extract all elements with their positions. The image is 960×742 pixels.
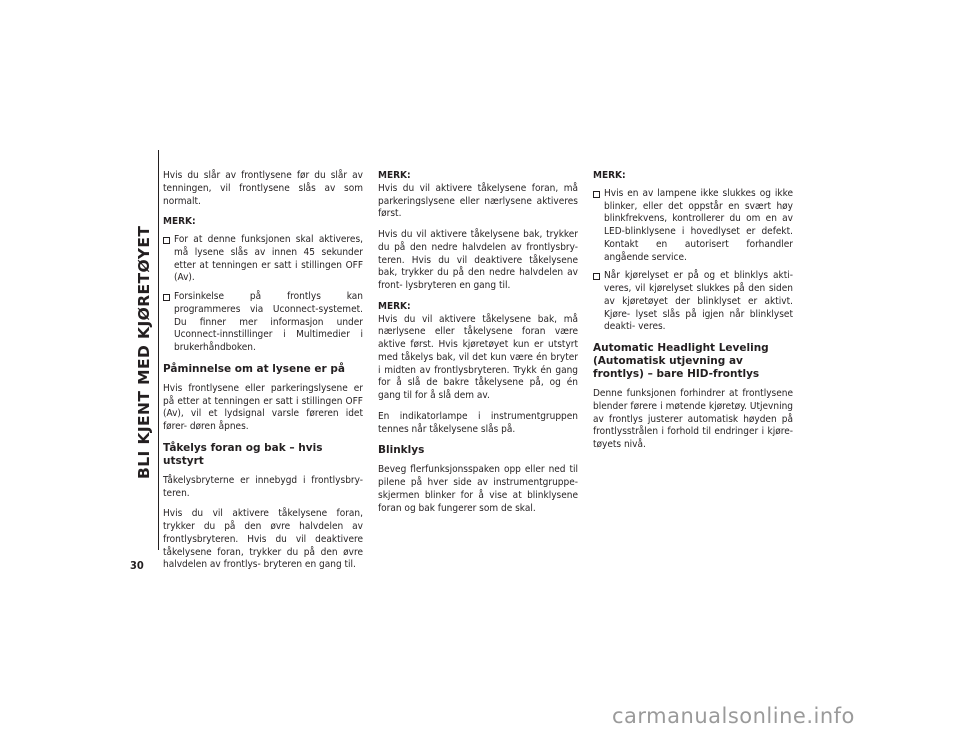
- section-heading: Blinklys: [378, 444, 425, 457]
- paragraph: Hvis du vil aktivere tåkelysene bak, trykker du på den nedre halvdelen av frontlysbry- teren. Hvis du vil deaktivere tåkelysene bak, trykker du på den nedre halvdelen av front- lysbryteren en gang til.: [378, 229, 578, 291]
- note-paragraph: MERK: Hvis du vil aktivere tåkelysene bak, må nærlysene eller tåkelysene foran være aktive først. Hvis kjøretøyet kun er utstyrt med tåkelys bak, vil det kun være én bryter i midten av frontlysbryteren. Trykk én gang for å slå de bakre tåkelysene på, og én gang til for å slå dem av.: [378, 300, 578, 401]
- list-item: For at denne funksjonen skal aktiveres, må lysene slås av innen 45 sekunder etter at tenningen er satt i stillingen OFF (Av).: [163, 234, 363, 285]
- paragraph: Denne funksjonen forhindrer at frontlysene blender førere i møtende kjøretøy. Utjevning av frontlys justerer automatisk høyden på frontlysstrålen i forhold til endringer i kjøre- tøyets nivå.: [593, 388, 793, 450]
- checkbox-bullet-icon: [593, 273, 600, 280]
- paragraph: Beveg flerfunksjonsspaken opp eller ned til pilene på hver side av instrumentgruppe- skjermen blinker for å vise at blinklysene foran og bak fungerer som de skal.: [378, 464, 578, 514]
- checkbox-bullet-icon: [163, 237, 170, 244]
- section-heading: Påminnelse om at lysene er på: [163, 362, 345, 375]
- section-title: BLI KJENT MED KJØRETØYET: [135, 225, 153, 480]
- paragraph: Tåkelysbryterne er innebygd i frontlysbry- teren.: [163, 474, 363, 499]
- note-list: [163, 234, 363, 355]
- section-heading: Automatic Headlight Leveling (Automatisk utjevning av frontlys) – bare HID-frontlys: [593, 342, 769, 380]
- paragraph: En indikatorlampe i instrumentgruppen tennes når tåkelysene slås på.: [378, 410, 578, 435]
- column-1: [163, 170, 363, 580]
- list-item: Forsinkelse på frontlys kan programmeres via Uconnect-systemet. Du finner mer informasjon under Uconnect-innstillinger i Multimedier i brukerhåndboken.: [163, 291, 363, 355]
- checkbox-bullet-icon: [163, 294, 170, 301]
- list-item: Hvis en av lampene ikke slukkes og ikke blinker, eller det oppstår en svært høy blinkfrekvens, kontrollerer du om en av LED-blinklysene i hovedlyset er defekt. Kontakt en autorisert forhandler angående service.: [593, 188, 793, 265]
- column-3: [593, 170, 793, 460]
- checkbox-bullet-icon: [593, 191, 600, 198]
- column-2: [378, 170, 578, 523]
- section-heading: Tåkelys foran og bak – hvis utstyrt: [163, 441, 323, 467]
- list-item: Når kjørelyset er på og et blinklys akti- veres, vil kjørelyset slukkes på den siden av kjøretøyet der blinklyset er aktivt. Kjøre- lyset slås på igjen når blinklyset deakti- veres.: [593, 270, 793, 334]
- paragraph: Hvis du slår av frontlysene før du slår av tenningen, vil frontlysene slås av som normalt.: [163, 170, 363, 207]
- note-label: MERK:: [163, 216, 196, 228]
- note-label: MERK:: [378, 170, 411, 181]
- note-paragraph: MERK: Hvis du vil aktivere tåkelysene foran, må parkeringslysene eller nærlysene aktiveres først.: [378, 170, 578, 220]
- paragraph: Hvis frontlysene eller parkeringslysene er på etter at tenningen er satt i stillingen OFF (Av), vil et lydsignal varsle føreren idet fører- døren åpnes.: [163, 382, 363, 432]
- watermark: carmanualsonline.info: [612, 704, 855, 728]
- paragraph: Hvis du vil aktivere tåkelysene foran, trykker du på den øvre halvdelen av frontlysbryteren. Hvis du vil deaktivere tåkelysene foran, trykker du på den øvre halvdelen av frontlys- bryteren en gang til.: [163, 508, 363, 571]
- page-number: 30: [130, 559, 144, 572]
- note-label: MERK:: [378, 300, 411, 312]
- note-label: MERK:: [593, 170, 626, 181]
- note-list: [593, 188, 793, 334]
